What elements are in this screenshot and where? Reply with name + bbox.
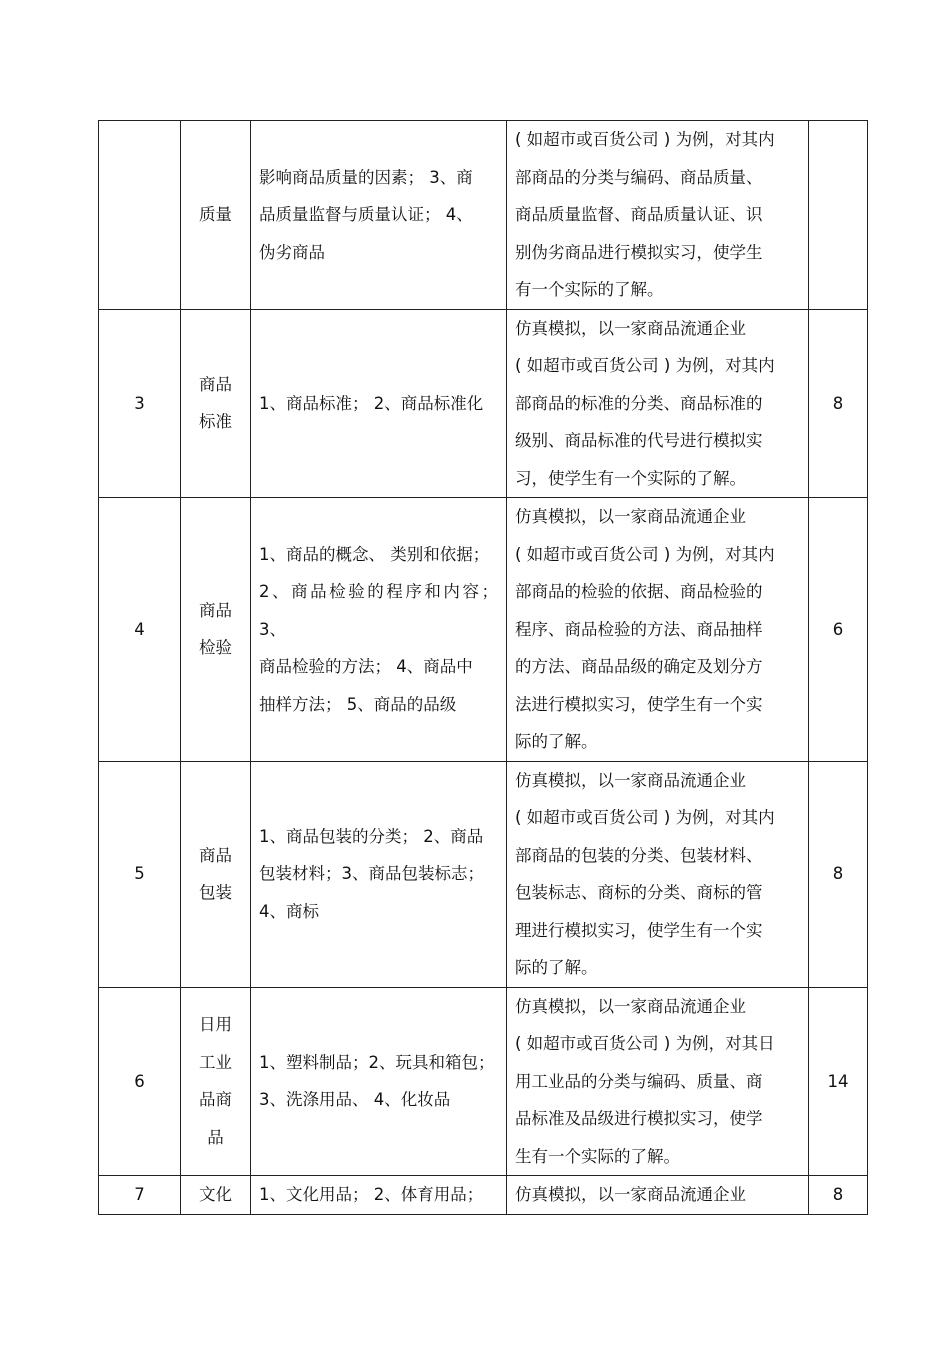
row-practice: 仿真模拟，以一家商品流通企业: [507, 1176, 809, 1215]
row-content: 1、塑料制品；2、玩具和箱包； 3、洗涤用品、 4、化妆品: [251, 987, 507, 1176]
row-number: 5: [99, 761, 181, 987]
table-row: [99, 987, 868, 1176]
row-topic: 商品 包装: [181, 761, 251, 987]
row-content: 影响商品质量的因素； 3、商 品质量监督与质量认证； 4、 伪劣商品: [251, 121, 507, 310]
row-number: 3: [99, 309, 181, 498]
row-content: 1、文化用品； 2、体育用品；: [251, 1176, 507, 1215]
row-hours: 8: [809, 309, 868, 498]
table-row: [99, 121, 868, 310]
row-hours: [809, 121, 868, 310]
row-topic: 商品 检验: [181, 498, 251, 762]
row-hours: 8: [809, 1176, 868, 1215]
row-content: 1、商品的概念、 类别和依据； 2、商品检验的程序和内容； 3、 商品检验的方法； 4、商品中 抽样方法； 5、商品的品级: [251, 498, 507, 762]
curriculum-table: [98, 120, 868, 1215]
table-row: [99, 761, 868, 987]
row-number: 7: [99, 1176, 181, 1215]
table-row: [99, 309, 868, 498]
row-practice: 仿真模拟，以一家商品流通企业 ( 如超市或百货公司 ) 为例，对其内 部商品的标准的分类、商品标准的 级别、商品标准的代号进行模拟实 习，使学生有一个实际的了解。: [507, 309, 809, 498]
row-practice: 仿真模拟，以一家商品流通企业 ( 如超市或百货公司 ) 为例，对其内 部商品的包装的分类、包装材料、 包装标志、商标的分类、商标的管 理进行模拟实习，使学生有一个实 际的了解。: [507, 761, 809, 987]
row-content: 1、商品标准； 2、商品标准化: [251, 309, 507, 498]
row-hours: 6: [809, 498, 868, 762]
row-number: [99, 121, 181, 310]
row-topic: 质量: [181, 121, 251, 310]
row-content: 1、商品包装的分类； 2、商品 包装材料；3、商品包装标志； 4、商标: [251, 761, 507, 987]
row-practice: ( 如超市或百货公司 ) 为例，对其内 部商品的分类与编码、商品质量、 商品质量监督、商品质量认证、识 别伪劣商品进行模拟实习，使学生 有一个实际的了解。: [507, 121, 809, 310]
row-practice: 仿真模拟，以一家商品流通企业 ( 如超市或百货公司 ) 为例，对其内 部商品的检验的依据、商品检验的 程序、商品检验的方法、商品抽样 的方法、商品品级的确定及划分方 法进行模拟实习，使学生有一个实 际的了解。: [507, 498, 809, 762]
table-row: [99, 1176, 868, 1215]
row-number: 4: [99, 498, 181, 762]
row-topic: 商品 标准: [181, 309, 251, 498]
row-hours: 8: [809, 761, 868, 987]
table-row: [99, 498, 868, 762]
row-practice: 仿真模拟，以一家商品流通企业 ( 如超市或百货公司 ) 为例，对其日 用工业品的分类与编码、质量、商 品标准及品级进行模拟实习，使学 生有一个实际的了解。: [507, 987, 809, 1176]
row-number: 6: [99, 987, 181, 1176]
row-topic: 日用 工业 品商 品: [181, 987, 251, 1176]
row-topic: 文化: [181, 1176, 251, 1215]
row-hours: 14: [809, 987, 868, 1176]
